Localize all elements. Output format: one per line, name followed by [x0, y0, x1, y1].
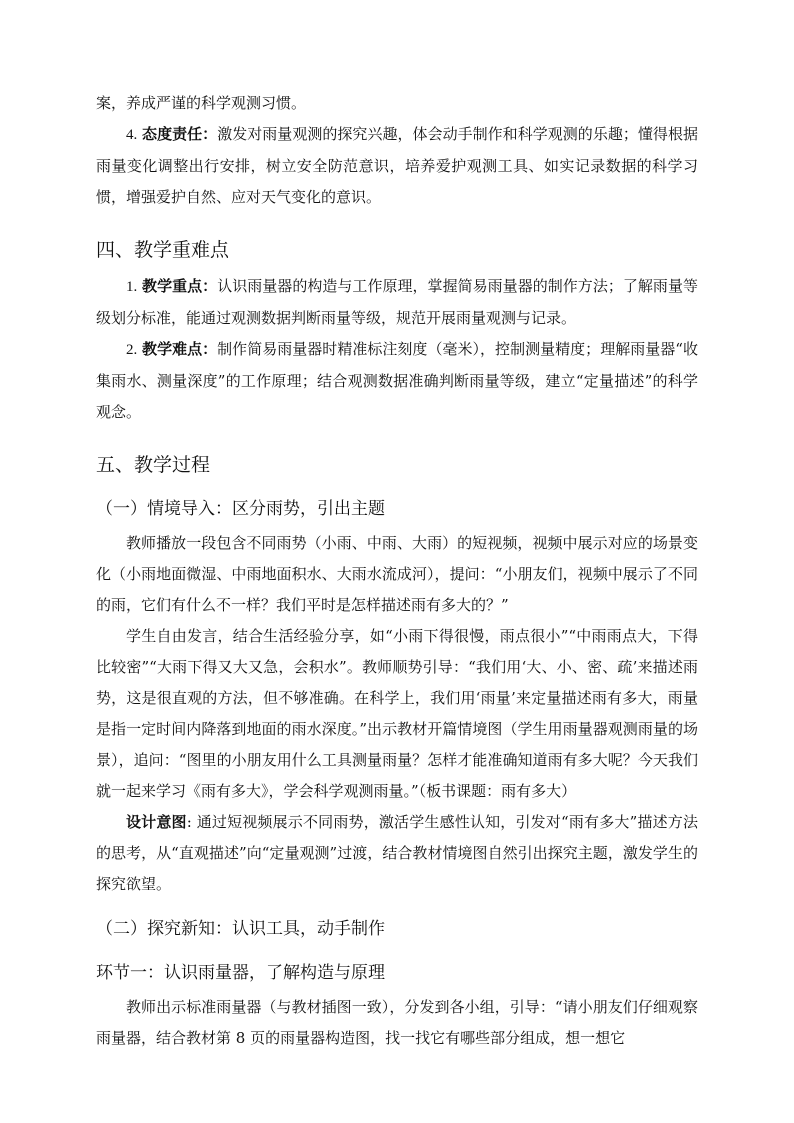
item-label: 态度责任：	[142, 125, 218, 143]
subsection-heading-explore: （二）探究新知：认识工具，动手制作	[96, 919, 385, 939]
design-intent-label: 设计意图	[126, 813, 187, 831]
item-number: 2.	[126, 342, 138, 358]
item-label: 教学难点：	[142, 340, 218, 358]
paragraph: 学生自由发言，结合生活经验分享，如“小雨下得很慢，雨点很小”“中雨雨点大，下得比较密”“大雨下得又大又急，会积水”。教师顺势引导：“我们用‘大、小、密、疏’来描述雨势，这是很直观的方法，但不够准确。在科学上，我们用‘雨量’来定量描述雨有多大，雨量是指一定时间内降落到地面的雨水深度。”出示教材开篇情境图（学生用雨量器观测雨量的场景），追问：“图里的小朋友用什么工具测量雨量？怎样才能准确知道雨有多大呢？今天我们就一起来学习《雨有多大》，学会科学观测雨量。”（板书课题：雨有多大）	[96, 627, 698, 800]
section-heading-process: 五、教学过程	[96, 454, 211, 476]
item-text: 认识雨量器的构造与工作原理，掌握简易雨量器的制作方法；了解雨量等级划分标准，能通过观测数据判断雨量等级，规范开展雨量观测与记录。	[96, 277, 698, 327]
design-intent	[96, 807, 698, 900]
item-text: 激发对雨量观测的探究兴趣，体会动手制作和科学观测的乐趣；懂得根据雨量变化调整出行安排，树立安全防范意识，培养爱护观测工具、如实记录数据的科学习惯，增强爱护自然、应对天气变化的意识。	[96, 125, 698, 206]
document-page	[96, 88, 698, 1054]
item-number: 4.	[126, 127, 138, 143]
design-intent-text: : 通过短视频展示不同雨势，激活学生感性认知，引发对“雨有多大”描述方法的思考，从“直观描述”向“定量观测”过渡，结合教材情境图自然引出探究主题，激发学生的探究欲望。	[96, 813, 698, 893]
step-heading: 环节一：认识雨量器，了解构造与原理	[96, 963, 385, 983]
paragraph: 教师播放一段包含不同雨势（小雨、中雨、大雨）的短视频，视频中展示对应的场景变化（小雨地面微湿、中雨地面积水、大雨水流成河），提问：“小朋友们，视频中展示了不同的雨，它们有什么不一样？我们平时是怎样描述雨有多大的？”	[96, 534, 698, 614]
key-point-item-1	[96, 271, 698, 334]
objectives-continuation: 案，养成严谨的科学观测习惯。	[96, 94, 307, 112]
objective-item-4	[96, 119, 698, 213]
key-point-item-2	[96, 334, 698, 428]
paragraph: 教师出示标准雨量器（与教材插图一致），分发到各小组，引导：“请小朋友们仔细观察雨量器，结合教材第 8 页的雨量器构造图，找一找它有哪些部分组成，想一想它	[96, 998, 698, 1047]
subsection-heading-intro: （一）情境导入：区分雨势，引出主题	[96, 499, 385, 519]
item-text: 制作简易雨量器时精准标注刻度（毫米），控制测量精度；理解雨量器“收集雨水、测量深度”的工作原理；结合观测数据准确判断雨量等级，建立“定量描述”的科学观念。	[96, 340, 698, 421]
item-number: 1.	[126, 279, 138, 295]
section-heading-key-points: 四、教学重难点	[96, 239, 230, 261]
item-label: 教学重点：	[142, 277, 218, 295]
